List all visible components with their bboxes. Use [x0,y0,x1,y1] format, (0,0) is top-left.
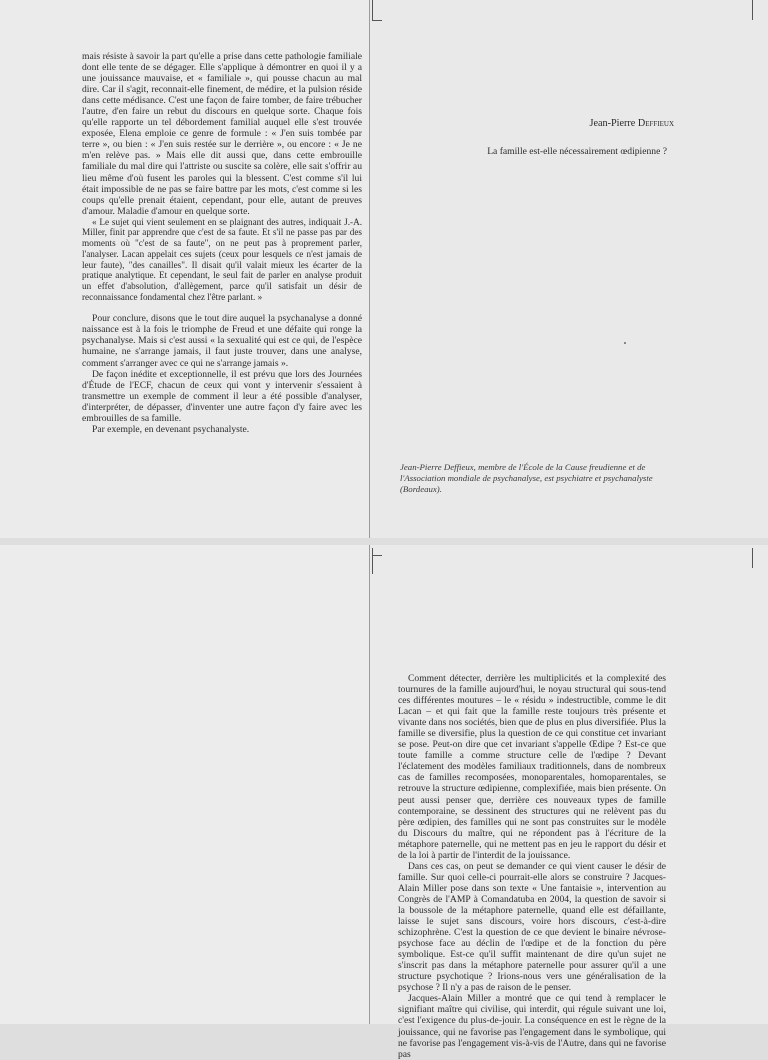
crop-mark [372,20,382,21]
right-bottom-text [398,673,666,1060]
crop-mark [752,548,753,568]
paragraph: Pour conclure, disons que le tout dire auquel la psychanalyse a donné naissance est à la fois le triomphe de Freud et une défaite qui ronge la psychanalyse. Mais si c'est aussi « la sexualité qui est ce qui, de l'espèce humaine, ne s'arrange jamais, il faut juste trouver, dans une analyse, comment s'arranger avec ce qui ne s'arrange jamais ». [82,313,362,369]
paragraph: Dans ces cas, on peut se demander ce qui vient causer le désir de famille. Sur quoi celle-ci pourrait-elle alors se construire ? Jacques-Alain Miller pose dans son texte « Une fantaisie », intervention au Congrès de l'AMP à Comandatuba en 2004, la question de savoir si la boussole de la métaphore paternelle, quand elle est défaillante, laisse le sujet sans discours, voire hors discours, c'est-à-dire schizophrène. C'est la question de ce que devient le binaire névrose-psychose face au déclin de l'œdipe et de la fonction du père symbolique. Est-ce qu'il suffit maintenant de dire qu'un sujet ne s'inscrit pas dans la métaphore paternelle pour assurer qu'il a une structure psychotique ? Irions-nous vers une généralisation de la psychose ? Il n'y a pas de raison de le penser. [398,860,666,994]
author-name: Jean-Pierre Deffieux [589,118,674,129]
article-title: La famille est-elle nécessairement œdipienne ? [487,146,667,157]
page-top-right [370,0,768,538]
crop-mark [752,0,753,20]
paragraph: mais résiste à savoir la part qu'elle a prise dans cette pathologie familiale dont elle tente de se dégager. Elle s'applique à démontrer en quoi il y a une jouissance mauvaise, et « familiale », qui pousse chacun au mal dire. Car il s'agit, reconnait-elle finement, de médire, et la pulsion réside dans cette médisance. C'est une façon de faire tomber, de faire trébucher l'autre, d'en faire un rebut du discours en quelque sorte. Chaque fois qu'elle rapporte un tel débordement familial auquel elle s'est trouvée exposée, Elena emploie ce genre de formule : « J'en suis tombée par terre », ou bien : « J'en suis restée sur le derrière », ou encore : « Je ne m'en relève pas. » Mais elle dit aussi que, dans cette embrouille familiale du mal dire qui l'attriste ou suscite sa colère, elle sait s'offrir au lieu même d'où fusent les paroles qui la blessent. C'est comme s'il lui était impossible de ne pas se faire battre par les mots, c'est comme si les coups qu'elle prenait étaient, cependant, pour elle, autant de preuves d'amour. Maladie d'amour en quelque sorte. [82,51,362,217]
gutter-line-top [369,0,370,538]
paragraph: « Le sujet qui vient seulement en se plaignant des autres, indiquait J.-A. Miller, finit par apprendre que c'est de sa faute. Et s'il ne passe pas par des moments où "c'est de sa faute", on ne peut pas à proprement parler, l'analyser. Lacan appelait ces sujets (ceux pour lesquels ce n'est jamais de leur faute), "des canailles". Il disait qu'il valait mieux les écarter de la pratique analytique. Et cependant, le seul fait de parler en analyse produit un effet d'absolution, d'allègement, parce qu'il satisfait un désir de reconnaissance fondamental chez l'être parlant. » [82,216,362,302]
author-bio: Jean-Pierre Deffieux, membre de l'École de la Cause freudienne et de l'Association mondiale de psychanalyse, est psychiatre et psychanalyste (Bordeaux). [400,462,653,494]
crop-mark [372,555,382,556]
paragraph: De façon inédite et exceptionnelle, il est prévu que lors des Journées d'Étude de l'ECF, chacun de ceux qui vont y intervenir s'essaient à transmettre un exemple de comment il leur a été possible d'analyser, d'interpréter, de dépasser, d'inventer une autre façon d'y faire avec les embrouilles de sa famille. [82,368,362,424]
page-bottom-left [0,545,370,1024]
paragraph: Par exemple, en devenant psychanalyste. [92,423,250,435]
left-top-text [82,51,362,435]
paragraph: Jacques-Alain Miller a montré que ce qui tend à remplacer le signifiant maître qui civilise, qui interdit, qui régule suivant une loi, c'est l'exigence du plus-de-jouir. La conséquence en est le règne de la jouissance, qui ne favorise pas l'engagement dans le symbolique, qui ne favorise pas l'engagement vis-à-vis de l'Autre, dans qui ne favorise pas [398,993,666,1060]
crop-mark [372,0,373,20]
paragraph: Comment détecter, derrière les multiplicités et la complexité des tournures de la famille aujourd'hui, le noyau structural qui sous-tend ces différentes moutures – le « résidu » indestructible, comme le dit Lacan – et qui fait que la famille reste toujours très présente et vivante dans nos sociétés, bien que de plus en plus diversifiée. Plus la famille se diversifie, plus la question de ce qui constitue cet invariant se pose. Peut-on dire que cet invariant s'appelle Œdipe ? Est-ce que toute famille a comme structure celle de l'œdipe ? Devant l'éclatement des modèles familiaux traditionnels, dans de nombreux cas de familles recomposées, monoparentales, homoparentales, se retrouve la structure œdipienne, complexifiée, mais bien présente. On peut aussi penser que, derrière ces nouveaux types de famille contemporaine, se dessinent des structures qui ne relèvent pas du père œdipien, des familles qui ne sont pas construites sur le modèle du Discours du maître, qui ne répondent pas à l'écriture de la métaphore paternelle, qui ne mettent pas en jeu le rapport du désir et de la loi à partir de l'interdit de la jouissance. [398,673,666,861]
speck [624,342,626,344]
crop-mark [372,548,373,574]
quote-block [82,217,362,303]
gutter-line-bottom [369,545,370,1024]
